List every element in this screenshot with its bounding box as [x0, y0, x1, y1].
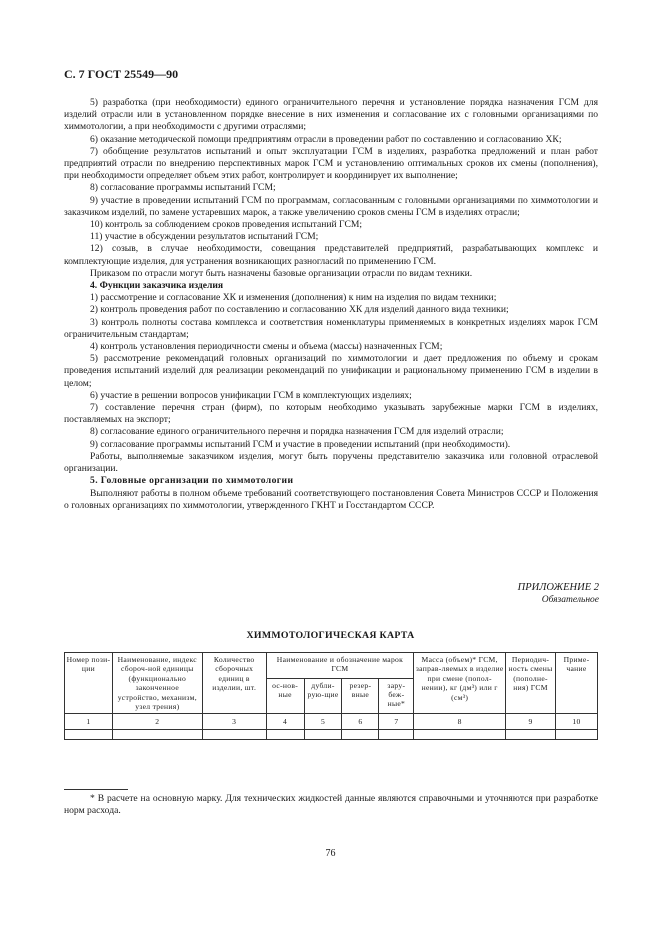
appendix-label: [518, 582, 599, 606]
header-cell: Наименование, индекс сбороч-ной единицы (функционально законченное устройство, механизм, узел трения): [112, 653, 202, 714]
page-number: 76: [325, 848, 336, 859]
header-group-cell: Наименование и обозначение марок ГСМ: [266, 653, 414, 679]
paragraph: Работы, выполняемые заказчиком изделия, могут быть поручены представителю заказчика или головной отраслевой организации.: [64, 450, 598, 475]
header-cell: Периодич-ность смены (пополне-ния) ГСМ: [506, 653, 556, 714]
paragraph: 4) контроль установления периодичности смены и объема (массы) назначенных ГСМ;: [90, 341, 443, 353]
paragraph: 9) участие в проведении испытаний ГСМ по программам, согласованным с головными организациями по химмотологии и заказчиком изделий, по замене устаревших марок, а также увеличению сроков смены ГСМ в изделиях отрасли;: [64, 194, 598, 218]
paragraph: Приказом по отрасли могут быть назначены базовые организации отрасли по видам техники.: [90, 267, 473, 279]
empty-cell: [304, 730, 342, 740]
footnote-text: * В расчете на основную марку. Для технических жидкостей данные являются справочными и уточняются при разработке норм расхода.: [64, 793, 598, 817]
column-number: 3: [202, 714, 266, 730]
chemmotology-card-table: [64, 652, 598, 740]
empty-cell: [266, 730, 304, 740]
paragraph: 10) контроль за соблюдением сроков проведения испытаний ГСМ;: [90, 219, 363, 231]
column-number: 1: [65, 714, 113, 730]
paragraph: 1) рассмотрение и согласование ХК и изменения (дополнения) к ним на изделия по видам техники;: [90, 292, 497, 304]
paragraph: 8) согласование единого ограничительного перечня и порядка назначения ГСМ для изделий отрасли;: [90, 426, 504, 438]
subheader-cell: дубли-рую-щие: [304, 678, 342, 714]
paragraph: 6) оказание методической помощи предприятиям отрасли в проведении работ по составлению и согласованию ХК;: [90, 133, 562, 145]
header-cell: Номер пози-ции: [65, 653, 113, 714]
column-number: 10: [556, 714, 598, 730]
empty-cell: [342, 730, 379, 740]
empty-cell: [556, 730, 598, 740]
column-number: 2: [112, 714, 202, 730]
paragraph: 5) разработка (при необходимости) единого ограничительного перечня и установление порядка назначения ГСМ для изделий отрасли или в установленном порядке внесение в них изменения и согласование их с головными организациями по химмотологии, а при необходимости с другими отраслями;: [64, 97, 598, 133]
empty-cell: [65, 730, 113, 740]
appendix-subtitle: Обязательное: [541, 595, 599, 605]
subheader-cell: зару-беж-ные*: [379, 678, 414, 714]
paragraph: 12) созыв, в случае необходимости, совещания представителей предприятий, разрабатывающих комплекс и комплектующие изделия, для устранения возникающих разногласий по применению ГСМ.: [64, 243, 598, 267]
column-number: 5: [304, 714, 342, 730]
paragraph: Выполняют работы в полном объеме требований соответствующего постановления Совета Министров СССР и Положения о головных организациях по химмотологии, утвержденного ГКНТ и Госстандартом СССР.: [64, 487, 598, 511]
empty-cell: [202, 730, 266, 740]
footnote: [64, 793, 598, 817]
subheader-cell: ос-нов-ные: [266, 678, 304, 714]
paragraph: 2) контроль проведения работ по составлению и согласованию ХК для изделий данного вида техники;: [90, 304, 509, 316]
section-heading: 5. Головные организации по химмотологии: [90, 475, 294, 487]
column-number: 9: [506, 714, 556, 730]
section-heading: 4. Функции заказчика изделия: [90, 280, 224, 292]
card-title: ХИММОТОЛОГИЧЕСКАЯ КАРТА: [246, 630, 415, 641]
header-cell: Масса (объем)* ГСМ, заправ-ляемых в изделие при смене (попол-нении), кг (дм³) или г (см³): [414, 653, 506, 714]
paragraph: 9) согласование программы испытаний ГСМ и участие в проведении испытаний (при необходимости).: [90, 438, 511, 450]
subheader-cell: резер-вные: [342, 678, 379, 714]
column-number: 6: [342, 714, 379, 730]
paragraph: 5) рассмотрение рекомендаций головных организаций по химмотологии и дает предложения по объему и срокам проведения испытаний изделий для реализации рекомендаций по унификации и рациональному применению ГСМ в изделии в целом;: [64, 353, 598, 389]
paragraph: 7) обобщение результатов испытаний и опыт эксплуатации ГСМ в изделиях, разработка предложений и план работ предприятий отрасли по внедрению перспективных марок ГСМ и установлению оптимальных сроков их смены (пополнения), при необходимости определяет объем этих работ, контролирует и координирует их выполнение;: [64, 145, 598, 182]
column-number: 7: [379, 714, 414, 730]
header-cell: Количество сборочных единиц в изделии, шт.: [202, 653, 266, 714]
empty-cell: [379, 730, 414, 740]
paragraph: 7) составление перечня стран (фирм), по которым необходимо указывать зарубежные марки ГСМ в изделиях, поставляемых на экспорт;: [64, 402, 598, 426]
empty-cell: [506, 730, 556, 740]
empty-cell: [414, 730, 506, 740]
appendix-title: ПРИЛОЖЕНИЕ 2: [517, 582, 599, 593]
column-number: 8: [414, 714, 506, 730]
empty-cell: [112, 730, 202, 740]
footnote-divider: [64, 789, 128, 790]
document-body: [64, 97, 598, 512]
page-header: С. 7 ГОСТ 25549—90: [64, 67, 179, 81]
header-cell: Приме-чание: [556, 653, 598, 714]
paragraph: 11) участие в обсуждении результатов испытаний ГСМ;: [90, 231, 319, 243]
paragraph: 6) участие в решении вопросов унификации ГСМ в комплектующих изделиях;: [90, 389, 412, 401]
paragraph: 3) контроль полноты состава комплекса и соответствия номенклатуры применяемых в конкретных изделиях марок ГСМ ограничительным стандартам;: [64, 316, 598, 340]
column-number: 4: [266, 714, 304, 730]
paragraph: 8) согласование программы испытаний ГСМ;: [90, 182, 276, 194]
